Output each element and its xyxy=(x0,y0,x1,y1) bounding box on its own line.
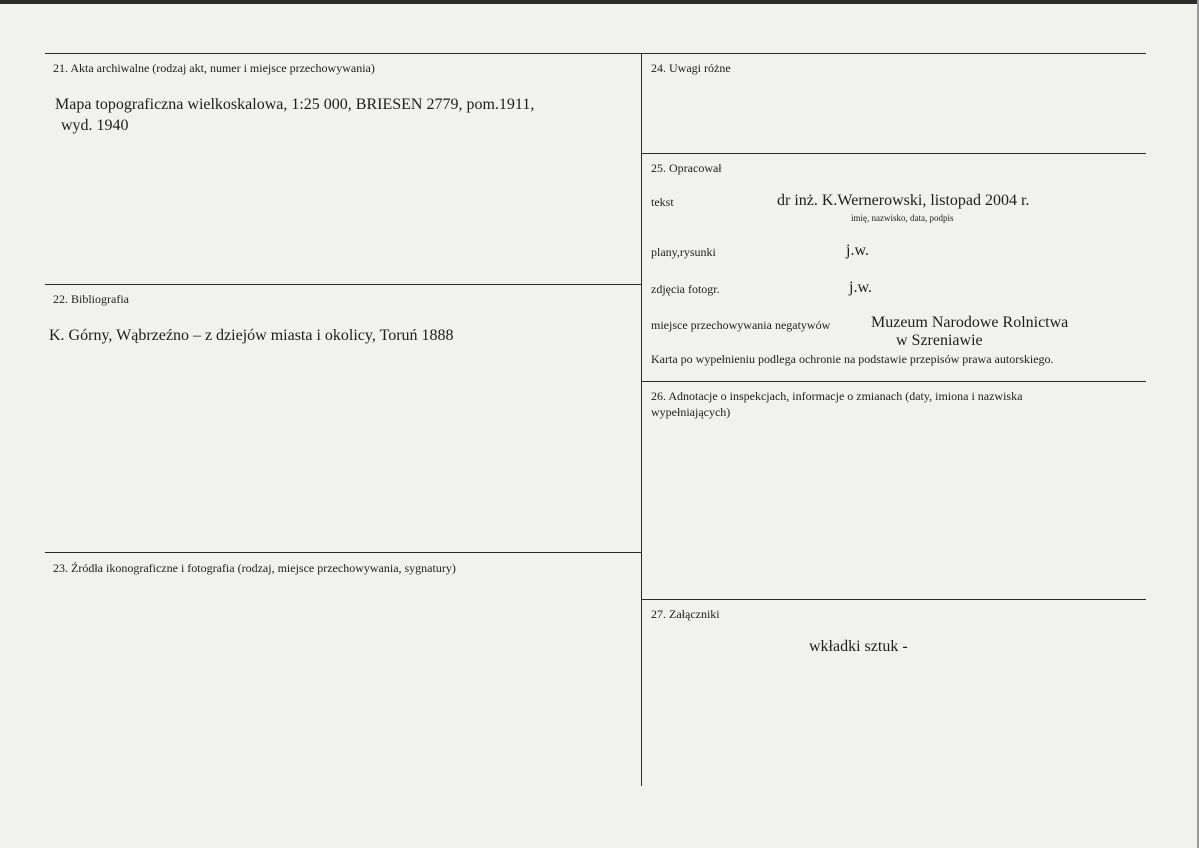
zdjecia-label: zdjęcia fotogr. xyxy=(651,282,720,296)
tekst-value: dr inż. K.Wernerowski, listopad 2004 r. xyxy=(777,192,1030,209)
section24-label: 24. Uwagi różne xyxy=(651,61,731,75)
section27-value: wkładki sztuk - xyxy=(809,638,908,655)
section27-label: 27. Załączniki xyxy=(651,607,720,621)
tekst-label: tekst xyxy=(651,195,674,209)
section21-line2: wyd. 1940 xyxy=(61,117,129,134)
section21-label: 21. Akta archiwalne (rodzaj akt, numer i miejsce przechowywania) xyxy=(53,61,375,75)
section22-entry: K. Górny, Wąbrzeźno – z dziejów miasta i okolicy, Toruń 1888 xyxy=(49,327,454,344)
section21-line1: Mapa topograficzna wielkoskalowa, 1:25 000, BRIESEN 2779, pom.1911, xyxy=(55,96,535,113)
divider-25-26 xyxy=(641,381,1146,382)
zdjecia-value: j.w. xyxy=(849,279,872,296)
plany-value: j.w. xyxy=(846,242,869,259)
divider-top xyxy=(45,53,1146,54)
section26-label-line2: wypełniających) xyxy=(651,405,731,419)
plany-label: plany,rysunki xyxy=(651,245,716,259)
divider-26-27 xyxy=(641,599,1146,600)
section23-label: 23. Źródła ikonograficzne i fotografia (rodzaj, miejsce przechowywania, sygnatury) xyxy=(53,561,456,575)
top-edge xyxy=(0,0,1199,4)
negatywy-value2: w Szreniawie xyxy=(896,332,983,349)
divider-24-25 xyxy=(641,153,1146,154)
divider-22-23 xyxy=(45,552,641,553)
negatywy-label: miejsce przechowywania negatywów xyxy=(651,318,831,332)
negatywy-value1: Muzeum Narodowe Rolnictwa xyxy=(871,314,1069,331)
section26-label-line1: 26. Adnotacje o inspekcjach, informacje o zmianach (daty, imiona i nazwiska xyxy=(651,389,1023,403)
tekst-caption: imię, nazwisko, data, podpis xyxy=(851,213,954,223)
copyright-note: Karta po wypełnieniu podlega ochronie na podstawie przepisów prawa autorskiego. xyxy=(651,352,1054,366)
divider-21-22 xyxy=(45,284,641,285)
divider-center xyxy=(641,53,642,786)
section25-label: 25. Opracował xyxy=(651,161,722,175)
section22-label: 22. Bibliografia xyxy=(53,292,129,306)
